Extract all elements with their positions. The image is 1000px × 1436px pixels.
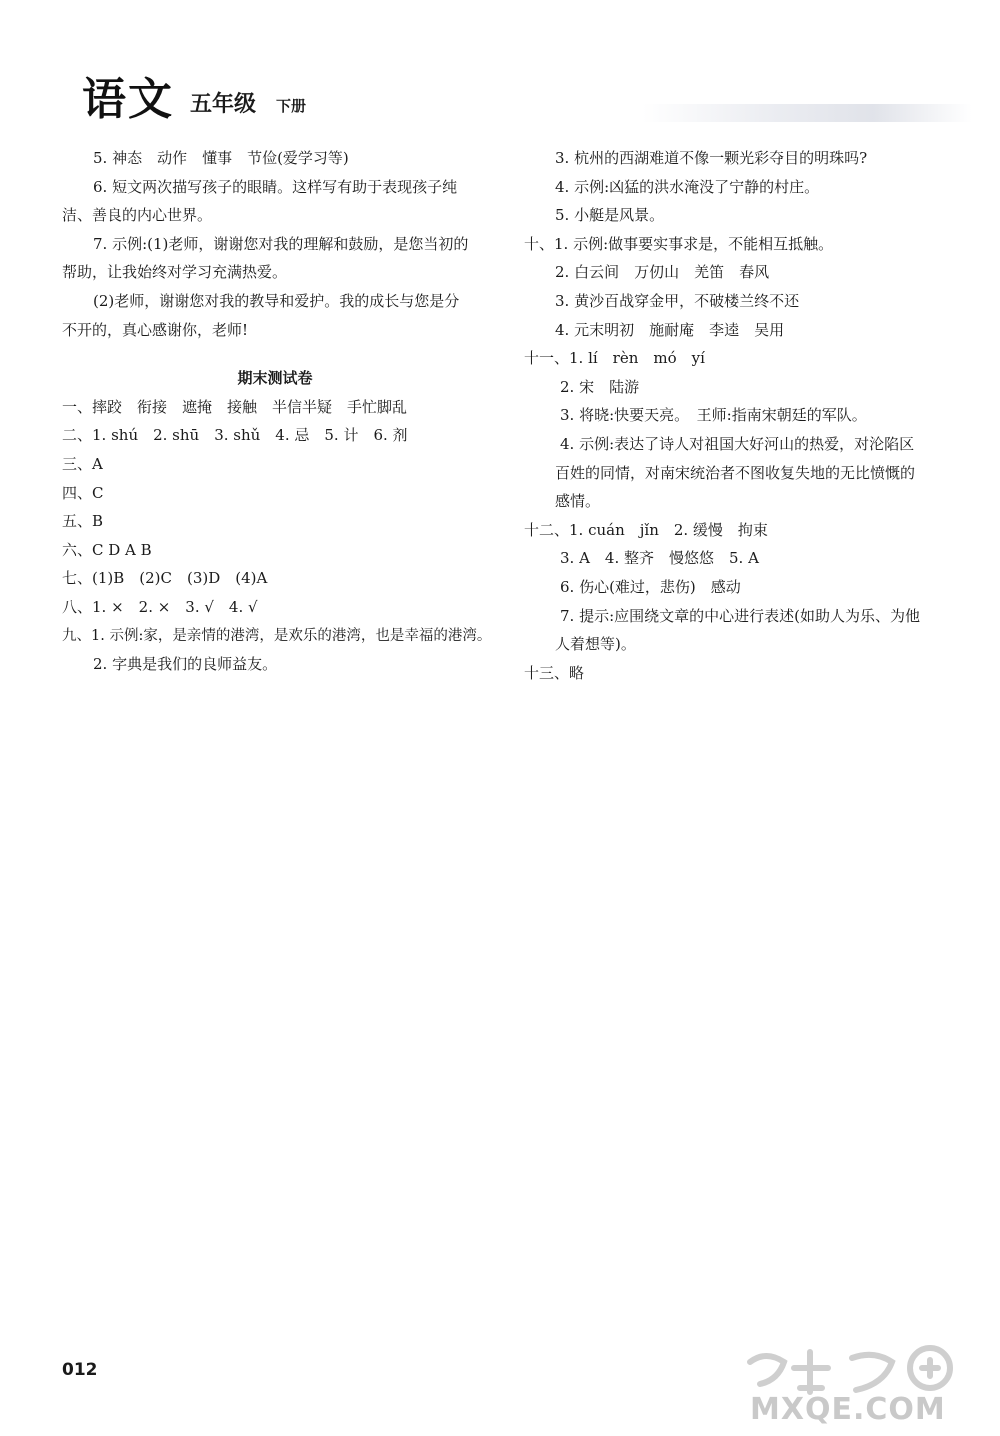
answer-line: 3. 杭州的西湖难道不像一颗光彩夺目的明珠吗? — [555, 149, 868, 167]
answer-line: 三、A — [62, 454, 103, 473]
answer-line: 5. 小艇是风景。 — [555, 206, 665, 225]
answer-line: 八、1. × 2. × 3. √ 4. √ — [62, 597, 258, 616]
answer-line: 十一、1. lí rèn mó yí — [524, 349, 705, 368]
answer-line: 3. 将晓:快要天亮。 王师:指南宋朝廷的军队。 — [560, 406, 867, 425]
answer-line: (2)老师，谢谢您对我的教导和爱护。我的成长与您是分 — [93, 291, 460, 310]
subject-title: 语文 — [82, 74, 174, 125]
answer-line: 洁、善良的内心世界。 — [62, 206, 213, 225]
answer-line: 四、C — [62, 483, 104, 502]
answer-line: 十、1. 示例:做事要实事求是，不能相互抵触。 — [524, 234, 834, 253]
answer-line: 7. 提示:应围绕文章的中心进行表述(如助人为乐、为他 — [560, 606, 920, 625]
volume-label: 下册 — [276, 97, 307, 115]
answer-line: 十二、1. cuán jǐn 2. 缓慢 拘束 — [524, 520, 768, 539]
answer-line: 4. 示例:表达了诗人对祖国大好河山的热爱，对沦陷区 — [560, 434, 915, 453]
answer-line: 5. 神态 动作 懂事 节俭(爱学习等) — [93, 149, 349, 167]
answer-line: 七、(1)B (2)C (3)D (4)A — [62, 569, 268, 588]
answer-line: 百姓的同情，对南宋统治者不图收复失地的无比愤慨的 — [555, 463, 916, 482]
page-number: 012 — [62, 1360, 98, 1380]
answer-line: 九、1. 示例:家，是亲情的港湾，是欢乐的港湾，也是幸福的港湾。 — [62, 627, 492, 644]
answer-line: 感情。 — [555, 492, 601, 511]
answer-line: 3. A 4. 整齐 慢悠悠 5. A — [560, 549, 759, 568]
answer-line: 帮助，让我始终对学习充满热爱。 — [62, 263, 288, 282]
header-decoration-band — [642, 104, 972, 122]
section-title: 期末测试卷 — [237, 369, 313, 388]
answer-line: 6. 短文两次描写孩子的眼睛。这样写有助于表现孩子纯 — [93, 177, 458, 196]
answer-line: 人着想等)。 — [555, 635, 636, 654]
answer-line: 6. 伤心(难过，悲伤) 感动 — [560, 577, 741, 596]
answer-line: 7. 示例:(1)老师，谢谢您对我的理解和鼓励，是您当初的 — [93, 234, 469, 253]
answer-line: 2. 宋 陆游 — [560, 377, 640, 396]
answer-line: 不开的，真心感谢你，老师! — [62, 320, 249, 339]
answer-line: 2. 字典是我们的良师益友。 — [93, 655, 278, 674]
page-header — [82, 72, 962, 132]
left-answer-column — [62, 144, 492, 679]
right-answer-column — [524, 144, 952, 687]
answer-line: 2. 白云间 万仞山 羌笛 春风 — [555, 263, 770, 282]
answer-line: 十三、略 — [524, 663, 585, 682]
grade-label: 五年级 — [190, 92, 257, 117]
answer-line: 五、B — [62, 512, 104, 531]
answer-line: 二、1. shú 2. shū 3. shǔ 4. 忌 5. 计 6. 剂 — [62, 426, 408, 445]
answer-line: 4. 元末明初 施耐庵 李逵 吴用 — [555, 320, 785, 339]
answer-line: 3. 黄沙百战穿金甲，不破楼兰终不还 — [555, 291, 800, 310]
answer-line: 一、摔跤 衔接 遮掩 接触 半信半疑 手忙脚乱 — [62, 397, 408, 416]
answer-line: 六、C D A B — [62, 540, 152, 559]
watermark-text: MXQE.COM — [750, 1392, 946, 1427]
answer-line: 4. 示例:凶猛的洪水淹没了宁静的村庄。 — [555, 177, 820, 196]
